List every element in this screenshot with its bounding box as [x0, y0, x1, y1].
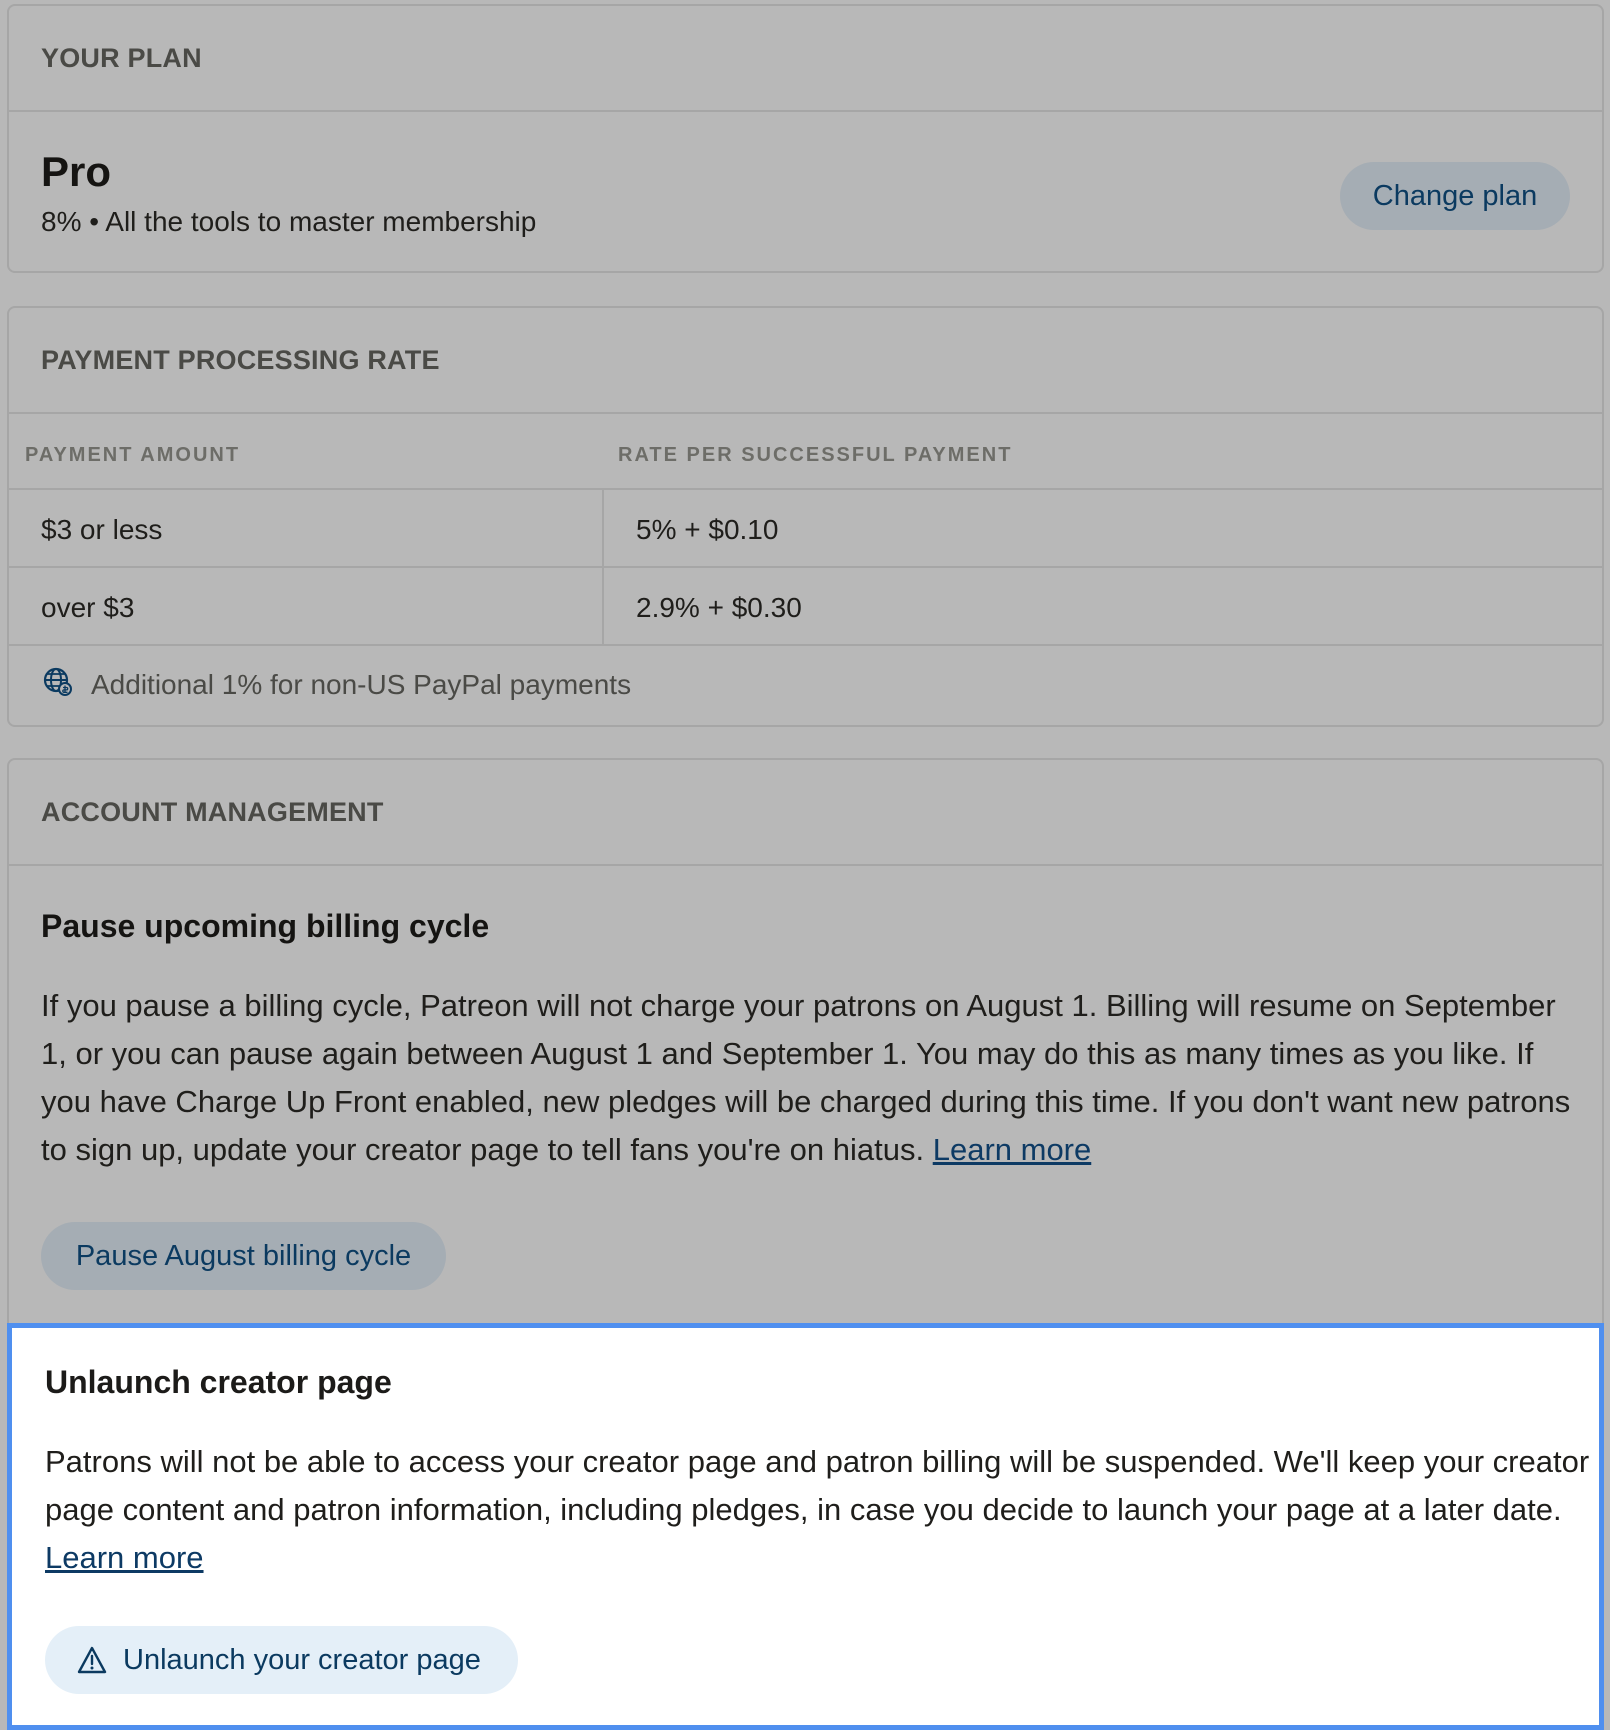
globe-icon	[43, 667, 73, 702]
plan-section-title: YOUR PLAN	[41, 42, 202, 73]
column-divider	[602, 568, 604, 644]
paypal-note-text: Additional 1% for non-US PayPal payments	[91, 668, 632, 700]
unlaunch-button-label: Unlaunch your creator page	[123, 1643, 481, 1676]
unlaunch-button[interactable]	[45, 1626, 518, 1694]
cell-rate: 5% + $0.10	[636, 514, 779, 545]
pause-learn-more-link[interactable]: Learn more	[932, 1132, 1092, 1167]
plan-card	[7, 4, 1604, 273]
plan-description: 8% • All the tools to master membership	[41, 206, 537, 237]
processing-header	[9, 308, 1602, 414]
account-header	[9, 760, 1602, 866]
table-row	[9, 568, 1602, 646]
payment-processing-card	[7, 306, 1604, 727]
pause-billing-description	[41, 982, 1586, 1174]
processing-section-title: PAYMENT PROCESSING RATE	[41, 344, 440, 375]
unlaunch-text: Patrons will not be able to access your creator page and patron billing will be suspended. We'll keep your creator page content and patron information, including pledges, in case you decide to launch your page at a later date.	[45, 1444, 1590, 1527]
pause-billing-title: Pause upcoming billing cycle	[41, 908, 490, 944]
unlaunch-panel	[7, 1323, 1604, 1730]
pause-billing-text: If you pause a billing cycle, Patreon will not charge your patrons on August 1. Billing will resume on September 1, or you can pause again between August 1 and September 1. You may do this as many times as you like. If you have Charge Up Front enabled, new pledges will be charged during this time. If you don't want new patrons to sign up, update your creator page to tell fans you're on hiatus.	[41, 988, 1571, 1167]
change-plan-button[interactable]: Change plan	[1340, 162, 1570, 230]
paypal-note	[9, 646, 1602, 723]
warning-icon	[77, 1646, 107, 1674]
unlaunch-description	[45, 1438, 1590, 1582]
unlaunch-title: Unlaunch creator page	[45, 1364, 392, 1400]
plan-header	[9, 6, 1602, 112]
account-section-title: ACCOUNT MANAGEMENT	[41, 796, 384, 827]
unlaunch-learn-more-link[interactable]: Learn more	[45, 1540, 204, 1575]
table-row	[9, 490, 1602, 568]
plan-name: Pro	[41, 148, 112, 195]
column-divider	[602, 490, 604, 566]
column-header-payment-amount: PAYMENT AMOUNT	[25, 444, 241, 466]
plan-body	[9, 112, 1602, 271]
rate-table-header	[9, 414, 1602, 490]
cell-rate: 2.9% + $0.30	[636, 592, 802, 623]
cell-amount: $3 or less	[41, 514, 163, 545]
cell-amount: over $3	[41, 592, 135, 623]
pause-billing-button[interactable]: Pause August billing cycle	[41, 1222, 446, 1290]
column-header-rate: RATE PER SUCCESSFUL PAYMENT	[618, 444, 1013, 466]
